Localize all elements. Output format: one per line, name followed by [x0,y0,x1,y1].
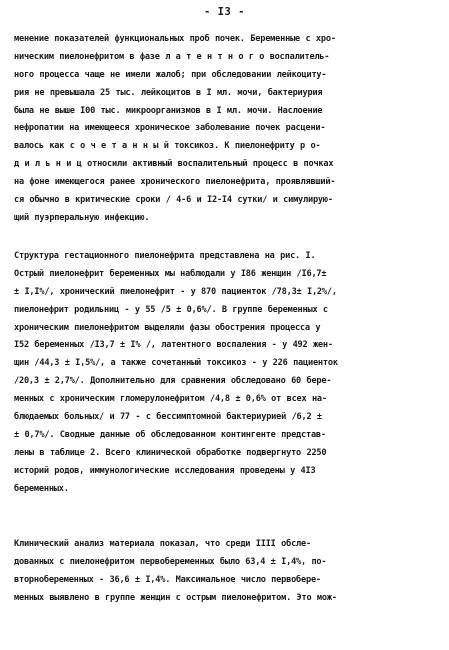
text-line: рия не превышала 25 тыс. лейкоцитов в I мл. мочи, бактериурия [14,87,323,98]
text-line: Острый пиелонефрит беременных мы наблюдали у I86 женщин /I6,7± [14,268,327,279]
text-line: д и л ь н и ц относили активный воспалительный процесс в почках [14,159,334,170]
text-line: валось как с о ч е т а н н ы й токсикоз. К пиелонефриту р о- [14,141,321,152]
text-line: беременных. [14,483,69,494]
text-line: историй родов, иммунологические исследования проведены у 4I3 [14,465,316,476]
paragraph-2 [14,248,430,498]
text-line: была не выше I00 тыс. микроорганизмов в I мл. мочи. Наслоение [14,105,323,116]
text-line: Структура гестационного пиелонефрита представлена на рис. I. [14,251,316,261]
text-line: пиелонефрит родильниц - у 55 /5 ± 0,6%/. В группе беременных с [14,304,328,315]
text-line: ± I,I%/, хронический пиелонефрит - у 870 пациенток /78,3± I,2%/, [14,286,337,297]
text-line: дованных с пиелонефритом первобеременных было 63,4 ± I,4%, по- [14,556,327,567]
text-line: менение показателей функциональных проб почек. Беременные с хро- [14,34,336,44]
text-line: менных выявлено в группе женщин с острым пиелонефритом. Это мож- [14,592,337,603]
page-number: - I3 - [204,6,245,18]
text-line: ся обычно в критические сроки / 4-6 и I2-I4 сутки/ и симулирую- [14,195,333,206]
text-line: вторнобеременных - 36,6 ± I,4%. Максимальное число первобере- [14,574,321,585]
text-line: /20,3 ± 2,7%/. Дополнительно для сравнения обследовано 60 бере- [14,376,332,387]
text-line: ническим пиелонефритом в фазе л а т е н т н о г о воспалитель- [14,51,330,62]
text-line: I52 беременных /I3,7 ± I% /, латентного воспаления - у 492 жен- [14,340,333,351]
text-line: лены в таблице 2. Всего клинической обработке подвергнуто 2250 [14,447,327,458]
text-line: на фоне имеющегося ранее хронического пиелонефрита, проявлявший- [14,177,336,188]
text-line: блюдаемых больных/ и 77 - с бессимптомной бактериурией /6,2 ± [14,412,322,423]
text-line: Клинический анализ материала показал, что среди IIII обсле- [14,539,311,549]
text-line: менных с хроническим гломерулонефритом /4,8 ± 0,6% от всех на- [14,394,327,405]
text-line: щин /44,3 ± I,5%/, а также сочетанный токсикоз - у 226 пациенток [14,358,338,369]
text-line: щий пуэрперальную инфекцию. [14,212,150,223]
text-line: ного процесса чаще не имели жалоб; при обследовании лейкоциту- [14,69,327,80]
text-line: хроническим пиелонефритом выделяли фазы обострения процесса у [14,322,321,333]
paragraph-1 [14,31,430,228]
paragraph-3 [14,536,430,608]
text-line: нефропатии на имеющееся хроническое заболевание почек расцени- [14,123,326,134]
text-line: ± 0,7%/. Сводные данные об обследованном контингенте представ- [14,429,326,440]
